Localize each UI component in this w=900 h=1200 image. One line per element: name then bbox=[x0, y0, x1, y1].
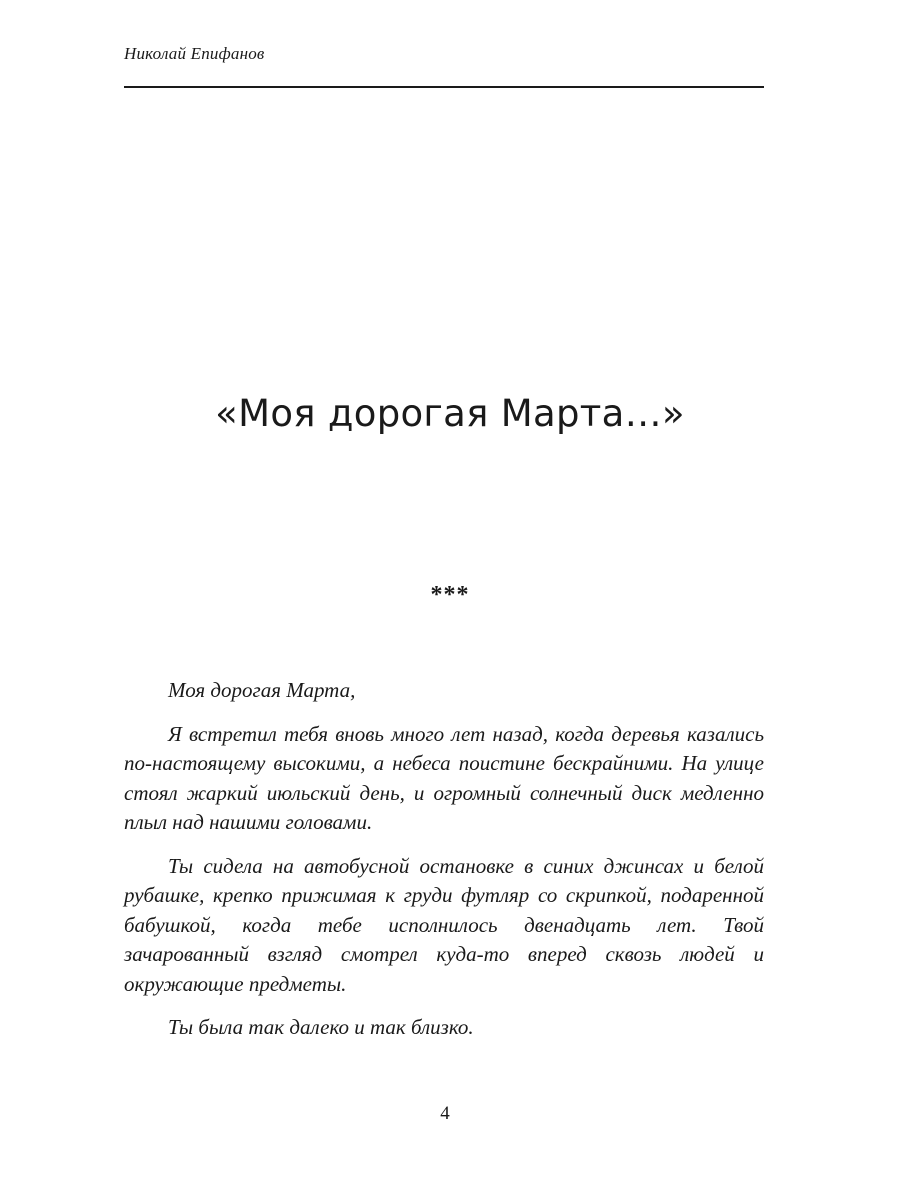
section-break: *** bbox=[430, 582, 470, 608]
chapter-title: «Моя дорогая Марта…» bbox=[215, 392, 685, 435]
running-header-author: Николай Епифанов bbox=[124, 44, 265, 63]
header-rule bbox=[124, 86, 764, 88]
letter-paragraph: Ты была так далеко и так близко. bbox=[168, 1015, 474, 1039]
letter-paragraph: Ты сидела на автобусной остановке в синих джинсах и белой рубашке, крепко прижимая к груди футляр со скрипкой, подаренной бабушкой, когда тебе исполнилось двенадцать лет. Твой зачарованный взгляд смотрел куда-то вперед сквозь людей и окружающие предметы. bbox=[124, 853, 764, 996]
letter-paragraph: Я встретил тебя вновь много лет назад, когда деревья казались по-настоящему высокими, а небеса поистине бескрайними. На улице стоял жаркий июльский день, и огромный солнечный диск медленно плыл над нашими головами. bbox=[124, 721, 764, 834]
page-number: 4 bbox=[440, 1103, 450, 1124]
letter-salutation: Моя дорогая Марта, bbox=[168, 678, 356, 702]
letter-body bbox=[124, 676, 764, 1057]
